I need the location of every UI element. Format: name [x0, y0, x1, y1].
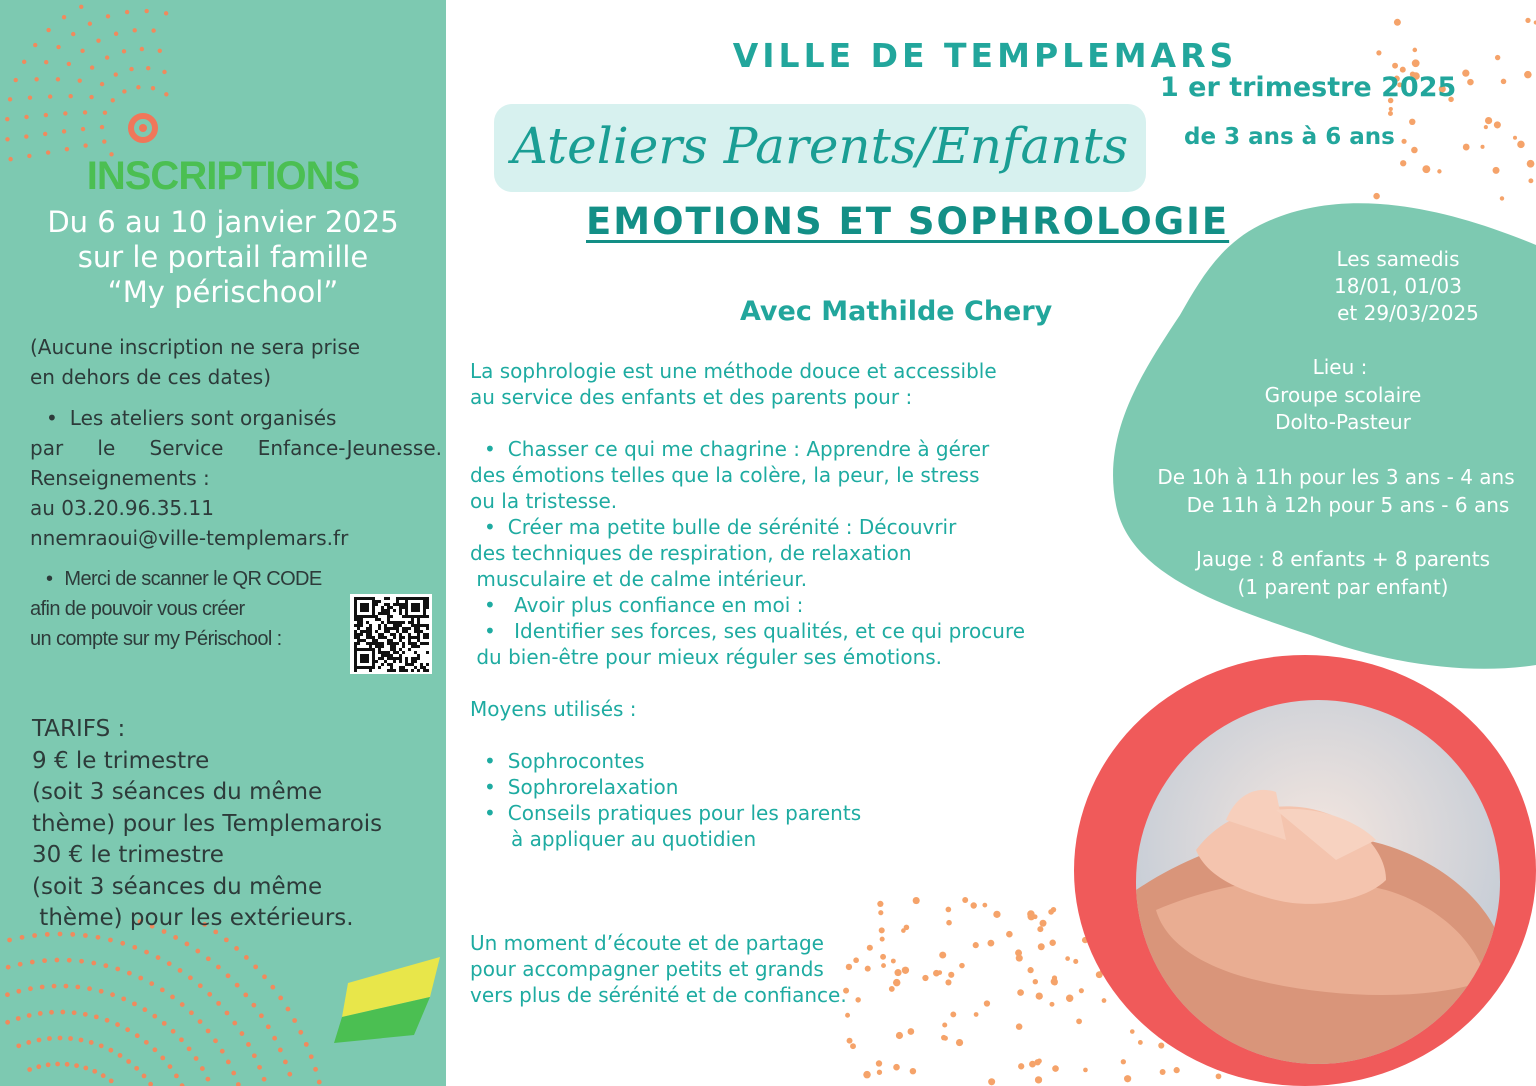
closing-line-2: pour accompagner petits et grands	[470, 957, 824, 981]
inscription-dates: Du 6 au 10 janvier 2025	[47, 205, 399, 239]
samedis-dates-1: 18/01, 01/03	[1334, 274, 1462, 298]
intro-line-1: La sophrologie est une méthode douce et accessible	[470, 359, 997, 383]
lieu-line-1: Groupe scolaire	[1264, 383, 1422, 407]
inscriptions-title: INSCRIPTIONS	[86, 154, 360, 198]
qr-instruction-line-2: afin de pouvoir vous créer	[30, 598, 245, 620]
renseignements-label: Renseignements :	[30, 466, 210, 490]
hands-photo	[1136, 700, 1500, 1064]
closing-line-1: Un moment d’écoute et de partage	[470, 931, 824, 955]
trimestre-label: 1 er trimestre 2025	[1160, 72, 1457, 103]
tarif-line: 30 € le trimestre	[32, 842, 224, 868]
bullet-2-line-3: musculaire et de calme intérieur.	[470, 567, 808, 591]
tarifs-block	[32, 714, 382, 935]
jauge-line-1: Jauge : 8 enfants + 8 parents	[1195, 547, 1491, 571]
moyen-3: • Conseils pratiques pour les parents	[484, 800, 861, 826]
emotions-title: EMOTIONS ET SOPHROLOGIE	[586, 200, 1230, 243]
bullet-1-line-1: • Chasser ce qui me chagrine : Apprendre à gérer	[484, 436, 989, 462]
bullet-4-line-2: du bien-être pour mieux réguler ses émotions.	[470, 645, 943, 669]
moyens-title: Moyens utilisés :	[470, 697, 637, 721]
bullet-1-line-3: ou la tristesse.	[470, 489, 618, 513]
templemars-logo-icon	[330, 955, 445, 1050]
jauge-line-2: (1 parent par enfant)	[1237, 575, 1449, 599]
tarif-line: thème) pour les extérieurs.	[32, 905, 354, 931]
inscription-portal: sur le portail famille	[77, 240, 369, 274]
email-link[interactable]: nnemraoui@ville-templemars.fr	[30, 526, 349, 550]
horaire-1: De 10h à 11h pour les 3 ans - 4 ans	[1157, 465, 1515, 489]
intro-line-2: au service des enfants et des parents pour :	[470, 385, 913, 409]
left-panel	[0, 0, 446, 1086]
phone-number: au 03.20.96.35.11	[30, 496, 214, 520]
closing-line-3: vers plus de sérénité et de confiance.	[470, 983, 847, 1007]
lieu-line-2: Dolto-Pasteur	[1275, 410, 1411, 434]
ville-title: VILLE DE TEMPLEMARS	[732, 36, 1238, 75]
intervenant-name: Avec Mathilde Chery	[740, 296, 1053, 327]
ateliers-org-line-2: par le Service Enfance-Jeunesse.	[30, 436, 442, 460]
inscription-portal-name: “My périschool”	[107, 275, 339, 309]
tarif-line: thème) pour les Templemarois	[32, 810, 383, 837]
ateliers-title: Ateliers Parents/Enfants	[511, 117, 1129, 175]
bullet-1-line-2: des émotions telles que la colère, la peur, le stress	[470, 463, 980, 487]
qr-code-icon[interactable]	[350, 594, 432, 674]
samedis-label: Les samedis	[1336, 247, 1460, 271]
note-line-1: (Aucune inscription ne sera prise	[30, 335, 361, 359]
samedis-dates-2: et 29/03/2025	[1337, 301, 1479, 325]
moyen-3-cont: à appliquer au quotidien	[511, 827, 757, 851]
note-line-2: en dehors de ces dates)	[30, 365, 272, 389]
tarif-line: 9 € le trimestre	[32, 747, 210, 774]
moyen-1: • Sophrocontes	[484, 748, 645, 774]
qr-instruction-line-3: un compte sur my Périschool :	[30, 628, 282, 650]
bullet-2-line-2: des techniques de respiration, de relaxation	[470, 541, 912, 565]
tarif-line: (soit 3 séances du même	[32, 873, 323, 900]
moyen-2: • Sophrorelaxation	[484, 774, 678, 800]
horaire-2: De 11h à 12h pour 5 ans - 6 ans	[1186, 493, 1510, 517]
bullet-2-line-1: • Créer ma petite bulle de sérénité : Découvrir	[484, 514, 956, 540]
tarif-line: (soit 3 séances du même	[32, 779, 323, 805]
age-range-label: de 3 ans à 6 ans	[1184, 124, 1395, 150]
bullet-3: • Avoir plus confiance en moi :	[484, 592, 803, 618]
bullet-4-line-1: • Identifier ses forces, ses qualités, et ce qui procure	[484, 618, 1025, 644]
ateliers-org-line-1: • Les ateliers sont organisés	[46, 403, 336, 433]
qr-instruction-line-1: • Merci de scanner le QR CODE	[46, 564, 322, 594]
tarif-line: TARIFS :	[32, 716, 126, 742]
lieu-label: Lieu :	[1312, 355, 1368, 379]
